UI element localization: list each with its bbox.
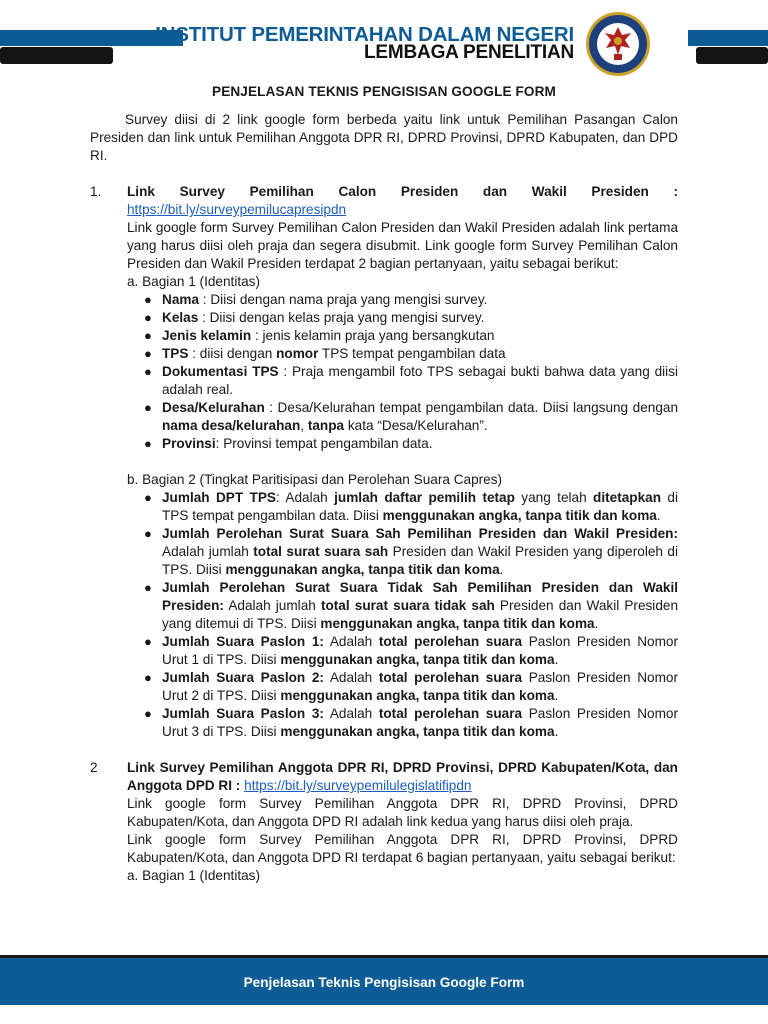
- list-item: ● Nama : Diisi dengan nama praja yang mengisi survey.: [144, 292, 488, 307]
- list-item: ● Jenis kelamin : jenis kelamin praja yang bersangkutan: [144, 328, 495, 343]
- section-heading: Link Survey Pemilihan Calon Presiden dan Wakil Presiden :: [127, 184, 678, 199]
- header-accent-bar-right: [688, 30, 768, 46]
- part-a-label: a. Bagian 1 (Identitas): [127, 274, 260, 289]
- list-item: ● Jumlah Suara Paslon 2: Adalah total perolehan suara Paslon Presiden Nomor Urut 2 di TPS. Diisi menggunakan angka, tanpa titik dan koma.: [144, 670, 678, 703]
- part-b-list: [127, 489, 678, 741]
- list-item: ● Dokumentasi TPS : Praja mengambil foto TPS sebagai bukti bahwa data yang diisi adalah real.: [144, 364, 679, 397]
- list-item: ● Kelas : Diisi dengan kelas praja yang mengisi survey.: [144, 310, 485, 325]
- section-number: 1.: [90, 184, 102, 199]
- intro-paragraph: Survey diisi di 2 link google form berbeda yaitu link untuk Pemilihan Pasangan Calon Presiden dan link untuk Pemilihan Anggota DPR RI, DPRD Provinsi, DPRD Kabupaten, dan DPD RI.: [90, 112, 678, 163]
- header-redaction-bar-right: [696, 47, 768, 64]
- capres-survey-link[interactable]: https://bit.ly/surveypemilucapresipdn: [127, 202, 347, 217]
- list-item: ● Jumlah Suara Paslon 3: Adalah total perolehan suara Paslon Presiden Nomor Urut 3 di TPS. Diisi menggunakan angka, tanpa titik dan koma.: [144, 706, 678, 739]
- section-description: Link google form Survey Pemilihan Anggota DPR RI, DPRD Provinsi, DPRD Kabupaten/Kota, dan Anggota DPD RI terdapat 6 bagian pertanyaan, yaitu sebagai berikut:: [127, 832, 678, 865]
- list-item: ● Jumlah DPT TPS: Adalah jumlah daftar pemilih tetap yang telah ditetapkan di TPS tempat pengambilan data. Diisi menggunakan angka, tanpa titik dan koma.: [144, 490, 678, 523]
- list-item: ● TPS : diisi dengan nomor TPS tempat pengambilan data: [144, 346, 506, 361]
- institute-name: INSTITUT PEMERINTAHAN DALAM NEGERI: [155, 23, 574, 46]
- list-item: ● Provinsi: Provinsi tempat pengambilan data.: [144, 436, 433, 451]
- section-heading: Link Survey Pemilihan Anggota DPR RI, DPRD Provinsi, DPRD Kabupaten/Kota, dan Anggota DPD RI : https://bit.ly/surveypemilulegislatifipdn: [127, 760, 678, 793]
- list-item: ● Desa/Kelurahan : Desa/Kelurahan tempat pengambilan data. Diisi langsung dengan nama desa/kelurahan, tanpa kata “Desa/Kelurahan”.: [144, 400, 678, 433]
- division-name: LEMBAGA PENELITIAN: [364, 42, 574, 63]
- list-item: ● Jumlah Suara Paslon 1: Adalah total perolehan suara Paslon Presiden Nomor Urut 1 di TPS. Diisi menggunakan angka, tanpa titik dan koma.: [144, 634, 678, 667]
- legislatif-survey-link[interactable]: https://bit.ly/surveypemilulegislatifipdn: [244, 778, 472, 793]
- section-description: Link google form Survey Pemilihan Anggota DPR RI, DPRD Provinsi, DPRD Kabupaten/Kota, dan Anggota DPD RI adalah link kedua yang harus diisi oleh praja.: [127, 796, 678, 829]
- list-item: ● Jumlah Perolehan Surat Suara Tidak Sah Pemilihan Presiden dan Wakil Presiden: Adalah jumlah total surat suara tidak sah Presiden dan Wakil Presiden yang ditemui di TPS. Diisi menggunakan angka, tanpa titik dan koma.: [144, 580, 679, 631]
- part-a-label: a. Bagian 1 (Identitas): [127, 868, 260, 883]
- document-body: [90, 111, 678, 885]
- section-2: [90, 759, 678, 885]
- footer-bottom-strip: [0, 1005, 768, 1024]
- header-redaction-bar-left: [0, 47, 113, 64]
- section-1: [90, 183, 678, 741]
- ipdn-emblem-icon: [585, 11, 651, 77]
- part-a-list: [127, 291, 678, 453]
- list-item: ● Jumlah Perolehan Surat Suara Sah Pemilihan Presiden dan Wakil Presiden: Adalah jumlah total surat suara sah Presiden dan Wakil Presiden yang diperoleh di TPS. Diisi menggunakan angka, tanpa titik dan koma.: [144, 526, 678, 577]
- section-description: Link google form Survey Pemilihan Calon Presiden dan Wakil Presiden adalah link pertama yang harus diisi oleh praja dan segera disubmit. Link google form Survey Pemilihan Calon Presiden dan Wakil Presiden terdapat 2 bagian pertanyaan, yaitu sebagai berikut:: [127, 220, 678, 271]
- document-title: PENJELASAN TEKNIS PENGISISAN GOOGLE FORM: [212, 84, 556, 99]
- section-number: 2: [90, 760, 98, 775]
- part-b-label: b. Bagian 2 (Tingkat Paritisipasi dan Perolehan Suara Capres): [127, 472, 503, 487]
- footer-text: Penjelasan Teknis Pengisisan Google Form: [243, 975, 525, 990]
- page-footer: [0, 955, 768, 1008]
